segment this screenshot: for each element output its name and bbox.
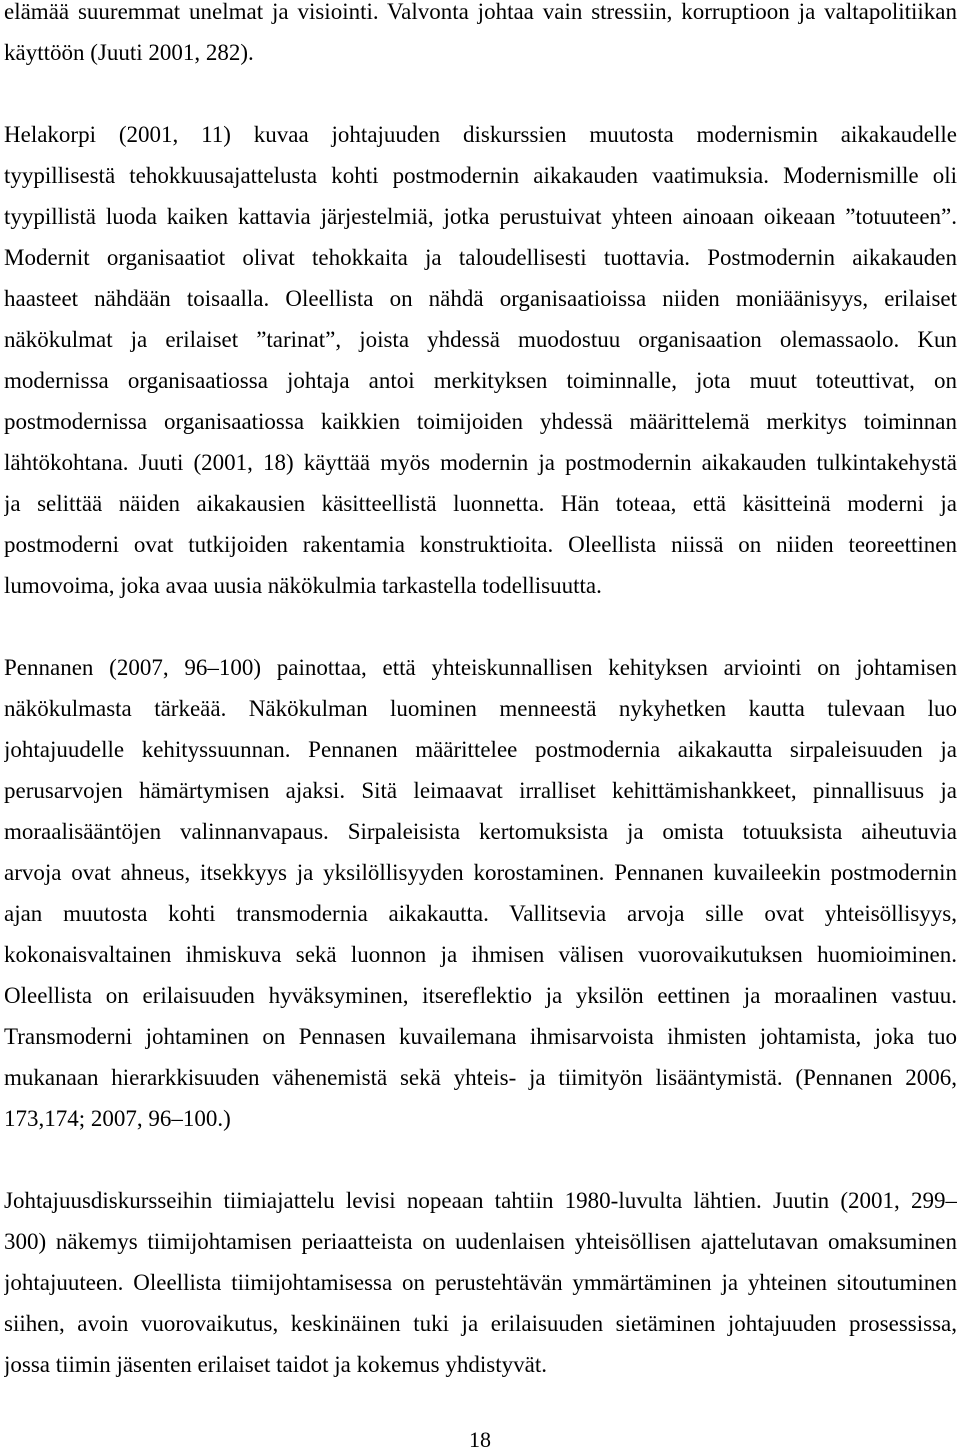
- text-line: moraalisääntöjen valinnanvapaus. Sirpaleisista kertomuksista ja omista totuuksista aiheutuvia: [4, 819, 957, 844]
- text-line: mukanaan hierarkkisuuden vähenemistä sekä yhteis- ja tiimityön lisääntymistä. (Pennanen 2006,: [4, 1065, 957, 1090]
- text-line: ja selittää näiden aikakausien käsitteellistä luonnetta. Hän toteaa, että käsitteinä moderni ja: [4, 491, 957, 516]
- document-body: [4, 0, 957, 1385]
- text-line: postmodernissa organisaatiossa kaikkien toimijoiden yhdessä määrittelemä merkitys toiminnan: [4, 409, 957, 434]
- page-number: 18: [469, 1427, 491, 1452]
- text-line: arvoja ovat ahneus, itsekkyys ja yksilöllisyyden korostaminen. Pennanen kuvaileekin postmodernin: [4, 860, 957, 885]
- text-line: johtajuuteen. Oleellista tiimijohtamisessa on perustehtävän ymmärtäminen ja yhteinen sitoutuminen: [4, 1270, 957, 1295]
- text-line: lähtökohtana. Juuti (2001, 18) käyttää myös modernin ja postmodernin aikakauden tulkintakehystä: [4, 450, 957, 475]
- text-line: Modernit organisaatiot olivat tehokkaita ja taloudellisesti tuottavia. Postmodernin aikakauden: [4, 245, 957, 270]
- paragraph: [4, 647, 957, 1139]
- text-line: johtajuudelle kehityssuunnan. Pennanen määrittelee postmodernia aikakautta sirpaleisuuden ja: [4, 737, 957, 762]
- text-line: Pennanen (2007, 96–100) painottaa, että yhteiskunnallisen kehityksen arviointi on johtamisen: [4, 655, 957, 680]
- text-line: näkökulmat ja erilaiset ”tarinat”, joista yhdessä muodostuu organisaation olemassaolo. Kun: [4, 327, 957, 352]
- text-line: 173,174; 2007, 96–100.): [4, 1106, 231, 1131]
- text-line: ajan muutosta kohti transmodernia aikakautta. Vallitsevia arvoja sille ovat yhteisöllisyys,: [4, 901, 957, 926]
- text-line: lumovoima, joka avaa uusia näkökulmia tarkastella todellisuutta.: [4, 573, 602, 598]
- paragraph: [4, 0, 957, 73]
- text-line: 300) näkemys tiimijohtamisen periaatteista on uudenlaisen yhteisöllisen ajattelutavan omaksuminen: [4, 1229, 957, 1254]
- text-line: Transmoderni johtaminen on Pennasen kuvailemana ihmisarvoista ihmisten johtamista, joka tuo: [4, 1024, 957, 1049]
- text-line: näkökulmasta tärkeää. Näkökulman luominen menneestä nykyhetken kautta tulevaan luo: [4, 696, 957, 721]
- text-line: postmoderni ovat tutkijoiden rakentamia konstruktioita. Oleellista niissä on niiden teoreettinen: [4, 532, 957, 557]
- text-line: siihen, avoin vuorovaikutus, keskinäinen tuki ja erilaisuuden sietäminen johtajuuden prosessissa,: [4, 1311, 957, 1336]
- text-line: perusarvojen hämärtymisen ajaksi. Sitä leimaavat irralliset kehittämishankkeet, pinnallisuus ja: [4, 778, 957, 803]
- text-line: tyypillisestä tehokkuusajattelusta kohti postmodernin aikakauden vaatimuksia. Modernismille oli: [4, 163, 957, 188]
- text-line: modernissa organisaatiossa johtaja antoi merkityksen toiminnalle, jota muut toteuttivat, on: [4, 368, 957, 393]
- paragraph: [4, 1180, 957, 1385]
- text-line: tyypillistä luoda kaiken kattavia järjestelmiä, jotka perustuivat yhteen ainoaan oikeaan ”totuuteen”.: [4, 204, 957, 229]
- text-line: Oleellista on erilaisuuden hyväksyminen, itsereflektio ja yksilön eettinen ja moraalinen vastuu.: [4, 983, 957, 1008]
- text-line: jossa tiimin jäsenten erilaiset taidot ja kokemus yhdistyvät.: [4, 1352, 547, 1377]
- paragraph: [4, 114, 957, 606]
- text-line: Helakorpi (2001, 11) kuvaa johtajuuden diskurssien muutosta modernismin aikakaudelle: [4, 122, 957, 147]
- text-line: käyttöön (Juuti 2001, 282).: [4, 40, 254, 65]
- text-line: haasteet nähdään toisaalla. Oleellista on nähdä organisaatioissa niiden moniäänisyys, erilaiset: [4, 286, 957, 311]
- text-line: kokonaisvaltainen ihmiskuva sekä luonnon ja ihmisen välisen vuorovaikutuksen huomioiminen.: [4, 942, 957, 967]
- text-line: Johtajuusdiskursseihin tiimiajattelu levisi nopeaan tahtiin 1980-luvulta lähtien. Juutin (2001, 299–: [4, 1188, 957, 1213]
- text-line: elämää suuremmat unelmat ja visiointi. Valvonta johtaa vain stressiin, korruptioon ja valtapolitiikan: [4, 0, 957, 24]
